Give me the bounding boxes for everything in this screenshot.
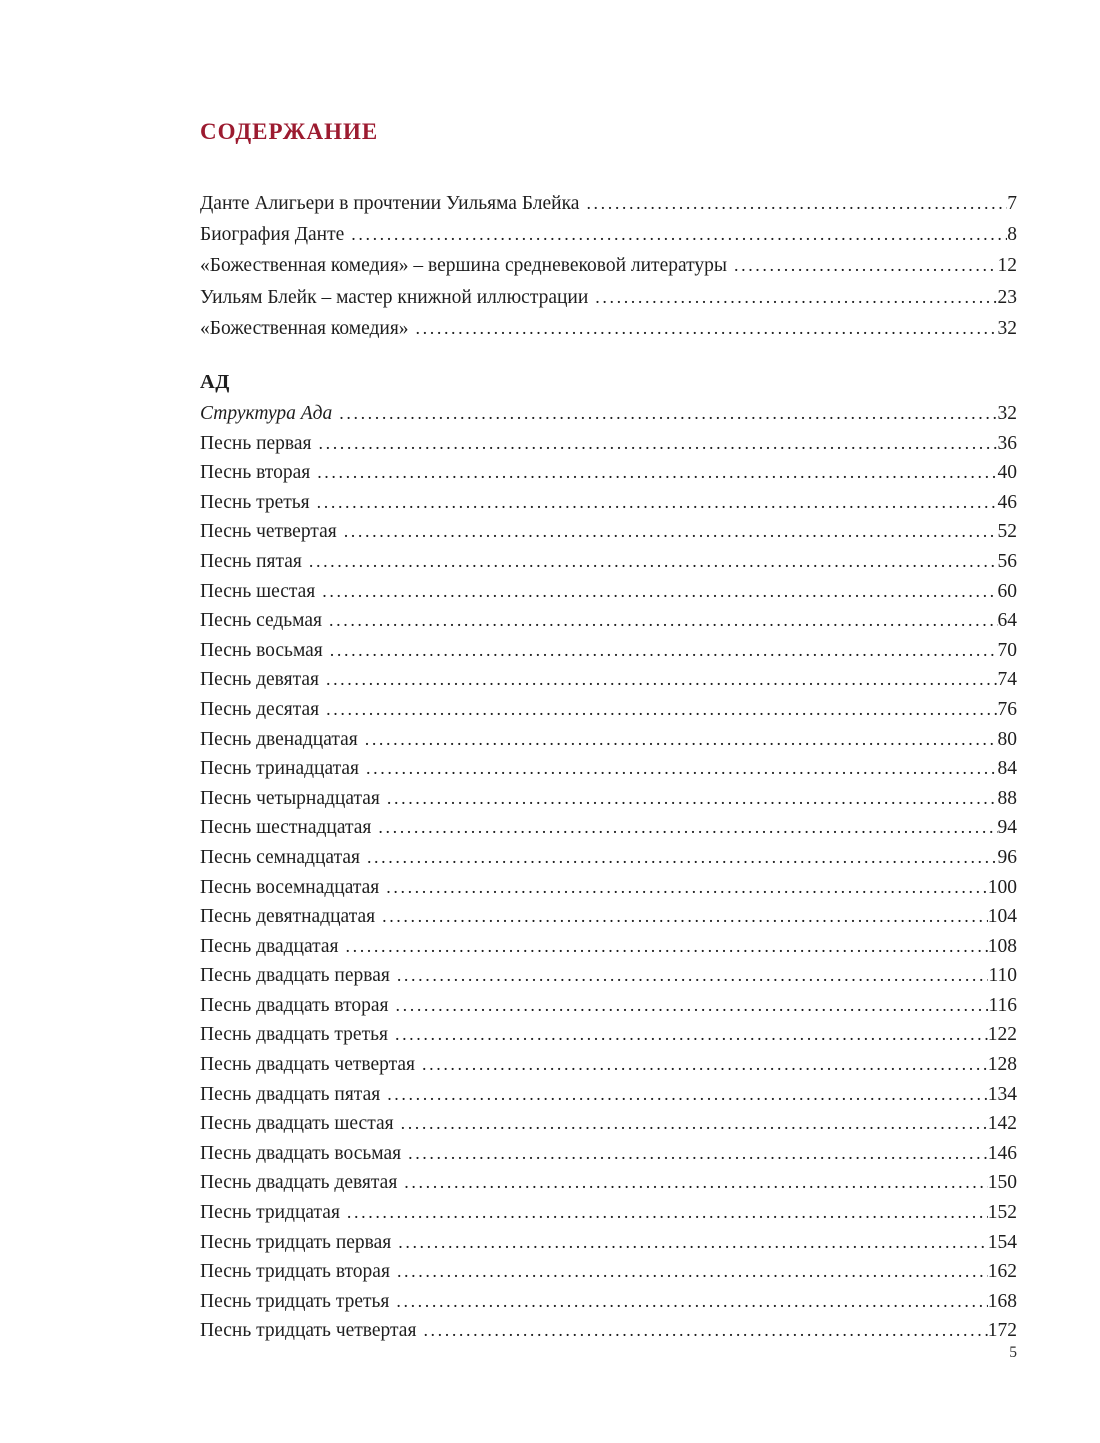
toc-entry-page: 96 [997,846,1017,868]
toc-entry-label: Песнь третья [200,491,310,513]
toc-entry-page: 88 [997,787,1017,809]
dot-leader [401,1139,988,1169]
toc-entry-label: Песнь шестнадцатая [200,817,372,839]
toc-entry-page: 110 [988,965,1017,987]
toc-entry-label: «Божественная комедия» [200,317,409,339]
dot-leader [359,754,997,784]
toc-entry-label: Песнь тринадцатая [200,758,360,780]
toc-entry-label: Песнь семнадцатая [200,846,360,868]
toc-entry-page: 64 [997,610,1017,632]
dot-leader [310,458,997,488]
toc-intro-list [200,188,1017,344]
toc-entry-label: Песнь шестая [200,580,316,602]
toc-entry [200,1287,1017,1317]
toc-entry [200,932,1017,962]
toc-entry-label: Песнь двадцать девятая [200,1172,398,1194]
dot-leader [375,902,988,932]
toc-entry [200,725,1017,755]
toc-entry-label: Структура Ада [200,403,333,425]
dot-leader [394,1109,988,1139]
dot-leader [360,843,998,873]
toc-entry [200,695,1017,725]
toc-entry [200,1109,1017,1139]
dot-leader [390,1257,988,1287]
toc-entry-label: Уильям Блейк – мастер книжной иллюстрации [200,286,589,308]
dot-leader [388,1020,988,1050]
toc-entry-label: Песнь двадцать вторая [200,994,389,1016]
toc-entry-page: 76 [997,698,1017,720]
toc-entry-page: 134 [987,1083,1017,1105]
dot-leader [337,517,998,547]
toc-entry-label: Песнь пятая [200,550,302,572]
toc-entry [200,991,1017,1021]
toc-entry-label: Песнь тридцать вторая [200,1261,390,1283]
toc-entry [200,636,1017,666]
page-title: СОДЕРЖАНИЕ [200,119,379,144]
dot-leader [340,1198,988,1228]
dot-leader [409,313,998,344]
dot-leader [332,399,997,429]
toc-entry-label: Песнь первая [200,432,312,454]
dot-leader [319,695,997,725]
toc-entry-page: 7 [1007,193,1017,214]
toc-entry-page: 162 [987,1261,1017,1283]
dot-leader [416,1316,987,1346]
toc-entry [200,1257,1017,1287]
toc-entry [200,1020,1017,1050]
toc-section-list [200,399,1017,1346]
toc-entry [200,250,1017,281]
toc-entry [200,902,1017,932]
dot-leader [339,932,988,962]
toc-entry [200,429,1017,459]
toc-entry [200,961,1017,991]
toc-entry [200,188,1017,219]
toc-entry-label: Песнь двадцатая [200,935,339,957]
toc-entry-page: 12 [997,255,1017,277]
toc-entry-page: 32 [997,317,1017,339]
dot-leader [322,606,997,636]
toc-entry-page: 56 [997,550,1017,572]
toc-entry [200,458,1017,488]
toc-entry-page: 150 [987,1172,1017,1194]
dot-leader [380,1080,988,1110]
toc-entry-page: 108 [987,935,1017,957]
toc-entry [200,606,1017,636]
toc-entry-page: 60 [997,580,1017,602]
toc-entry-page: 80 [997,728,1017,750]
toc-entry-page: 104 [987,906,1017,928]
toc-entry-label: Песнь двенадцатая [200,728,358,750]
toc-entry-label: Песнь двадцать третья [200,1024,388,1046]
dot-leader [315,577,997,607]
toc-entry-label: Песнь девятнадцатая [200,906,376,928]
toc-entry [200,399,1017,429]
toc-entry [200,1139,1017,1169]
dot-leader [391,1228,988,1258]
toc-entry-page: 122 [987,1024,1017,1046]
dot-leader [389,991,989,1021]
dot-leader [312,429,998,459]
toc-entry-label: Песнь седьмая [200,610,323,632]
toc-entry [200,282,1017,313]
dot-leader [397,1168,987,1198]
toc-entry-page: 172 [987,1320,1017,1342]
toc-entry [200,1168,1017,1198]
dot-leader [323,636,998,666]
toc-entry [200,517,1017,547]
toc-entry-page: 100 [987,876,1017,898]
toc-entry-label: Песнь двадцать пятая [200,1083,381,1105]
toc-entry-page: 154 [987,1231,1017,1253]
toc-entry [200,665,1017,695]
folio-page-number: 5 [1009,1344,1017,1361]
dot-leader [390,961,989,991]
toc-entry [200,488,1017,518]
toc-entry-page: 36 [997,432,1017,454]
dot-leader [310,488,998,518]
toc-entry-page: 8 [1007,224,1017,246]
toc-entry-label: Песнь тридцать первая [200,1231,392,1253]
toc-entry-label: Песнь двадцать четвертая [200,1054,416,1076]
toc-entry-label: Песнь четырнадцатая [200,787,380,809]
toc-entry [200,313,1017,344]
dot-leader [389,1287,987,1317]
toc-entry-label: Песнь восемнадцатая [200,876,380,898]
dot-leader [380,784,998,814]
toc-entry [200,219,1017,250]
dot-leader [302,547,998,577]
toc-entry-label: Данте Алигьери в прочтении Уильяма Блейка [200,193,580,214]
toc-entry-label: Песнь двадцать первая [200,965,390,987]
toc-entry-label: Песнь тридцать четвертая [200,1320,417,1342]
dot-leader [379,873,987,903]
toc-entry [200,784,1017,814]
toc-entry-label: Песнь двадцать восьмая [200,1142,402,1164]
toc-entry [200,1050,1017,1080]
toc-entry-page: 23 [997,286,1017,308]
dot-leader [344,219,1007,250]
toc-entry-label: «Божественная комедия» – вершина средневековой литературы [200,255,727,277]
dot-leader [727,250,998,281]
toc-entry-page: 94 [997,817,1017,839]
toc-entry [200,873,1017,903]
toc-entry-page: 32 [997,403,1017,425]
toc-entry-page: 152 [987,1202,1017,1224]
toc-entry-page: 70 [997,639,1017,661]
toc-entry [200,1228,1017,1258]
toc-entry-label: Биография Данте [200,224,345,246]
toc-entry-label: Песнь десятая [200,698,320,720]
toc-entry-label: Песнь вторая [200,462,311,484]
toc-entry-page: 146 [987,1142,1017,1164]
toc-entry-page: 142 [987,1113,1017,1135]
toc-entry [200,1316,1017,1346]
toc-entry-page: 84 [997,758,1017,780]
dot-leader [579,188,1007,219]
section-heading-ad: АД [200,371,230,394]
toc-entry [200,754,1017,784]
toc-entry [200,813,1017,843]
toc-entry [200,547,1017,577]
toc-entry [200,577,1017,607]
toc-entry-page: 116 [988,994,1017,1016]
dot-leader [319,665,998,695]
toc-entry [200,1198,1017,1228]
toc-entry-label: Песнь тридцатая [200,1202,340,1224]
toc-entry [200,843,1017,873]
toc-entry-label: Песнь девятая [200,669,319,691]
toc-entry-page: 168 [987,1290,1017,1312]
toc-content [200,118,1017,1346]
toc-entry-page: 52 [997,521,1017,543]
toc-entry-page: 40 [997,462,1017,484]
dot-leader [415,1050,988,1080]
toc-entry-label: Песнь четвертая [200,521,337,543]
toc-entry-page: 74 [997,669,1017,691]
toc-entry-label: Песнь двадцать шестая [200,1113,394,1135]
toc-entry [200,1080,1017,1110]
toc-entry-label: Песнь тридцать третья [200,1290,390,1312]
toc-entry-page: 128 [987,1054,1017,1076]
dot-leader [588,282,997,313]
toc-entry-label: Песнь восьмая [200,639,323,661]
dot-leader [371,813,997,843]
dot-leader [358,725,998,755]
toc-entry-page: 46 [997,491,1017,513]
